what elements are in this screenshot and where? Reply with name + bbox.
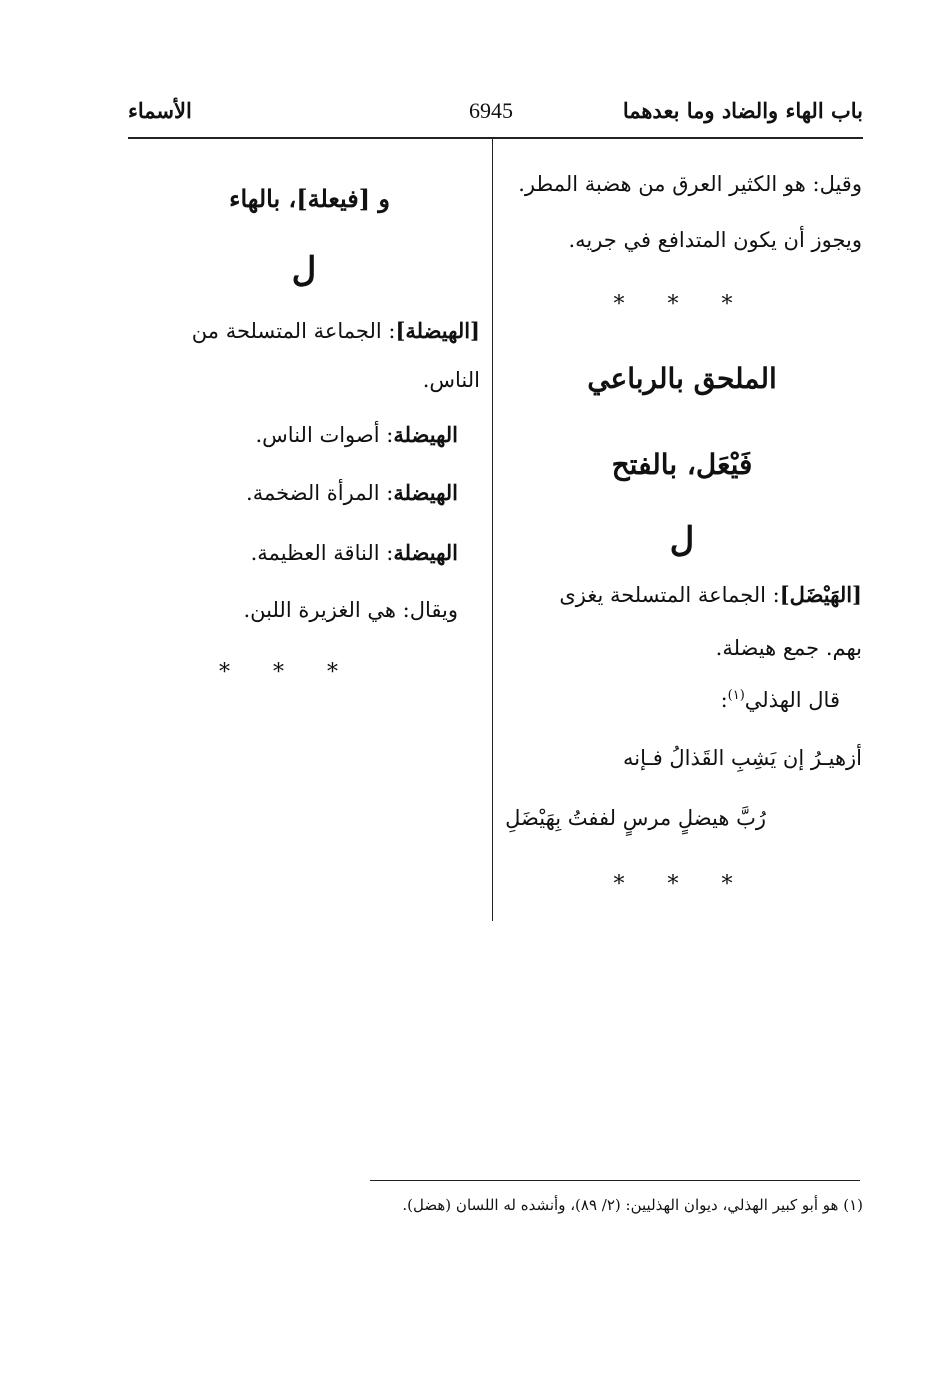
entry-continuation: الناس. <box>422 368 480 392</box>
letter-heading: ل <box>291 250 317 290</box>
entry-definition: : الجماعة المتسلحة من <box>191 319 396 343</box>
separator-stars: * * * <box>219 660 356 685</box>
definition-line <box>246 480 458 505</box>
pattern-heading: فَيْعَل، بالفتح <box>611 448 753 481</box>
section-title: الأسماء <box>128 98 192 123</box>
definition-text: : أصوات الناس. <box>255 423 394 447</box>
verse-line-2: رُبَّ هيضلٍ مرسٍ لففتُ بِهَيْضَلِ <box>505 806 766 830</box>
definition-line: ويقال: هي الغزيرة اللبن. <box>243 598 458 622</box>
text-line: وقيل: هو الكثير العرق من هضبة المطر. <box>518 172 862 196</box>
quote-colon: : <box>720 688 728 712</box>
definition-term: الهيضلة <box>393 422 458 447</box>
definition-text: : الناقة العظيمة. <box>250 541 394 565</box>
definition-term: الهيضلة <box>393 480 458 505</box>
definition-line <box>251 540 458 565</box>
text-line: ويجوز أن يكون المتدافع في جريه. <box>568 228 862 252</box>
column-divider <box>492 139 493 921</box>
quote-intro <box>721 688 840 712</box>
verse-line-1: أزهيـرُ إن يَشِبِ القَذالُ فـإنه <box>623 746 862 770</box>
definition-line <box>256 422 459 447</box>
entry-term: [الهيضلة] <box>395 318 480 343</box>
chapter-title: باب الهاء والضاد وما بعدهما <box>622 98 863 123</box>
footnote-rule <box>370 1180 860 1181</box>
definition-term: الهيضلة <box>393 540 458 565</box>
separator-stars: * * * <box>613 292 751 317</box>
footnote-ref: (١) <box>727 688 745 703</box>
entry-continuation: بهم. جمع هيضلة. <box>715 636 862 660</box>
entry-term: [الهَيْضَل] <box>779 582 862 607</box>
header-rule <box>128 137 863 139</box>
entry-definition: : الجماعة المتسلحة يغزى <box>559 583 780 607</box>
entry-line <box>559 582 862 607</box>
page-number: 6945 <box>469 98 513 123</box>
section-heading: و [فيعلة]، بالهاء <box>229 184 390 213</box>
letter-heading: ل <box>669 520 695 560</box>
separator-stars: * * * <box>613 872 751 897</box>
definition-text: : المرأة الضخمة. <box>246 481 394 505</box>
quote-intro-text: قال الهذلي <box>744 688 840 712</box>
entry-line <box>192 318 480 343</box>
section-heading: الملحق بالرباعي <box>587 362 777 395</box>
footnote: (١) هو أبو كبير الهذلي، ديوان الهذليين: (٢/ ٨٩)، وأنشده له اللسان (هضل). <box>402 1196 863 1214</box>
